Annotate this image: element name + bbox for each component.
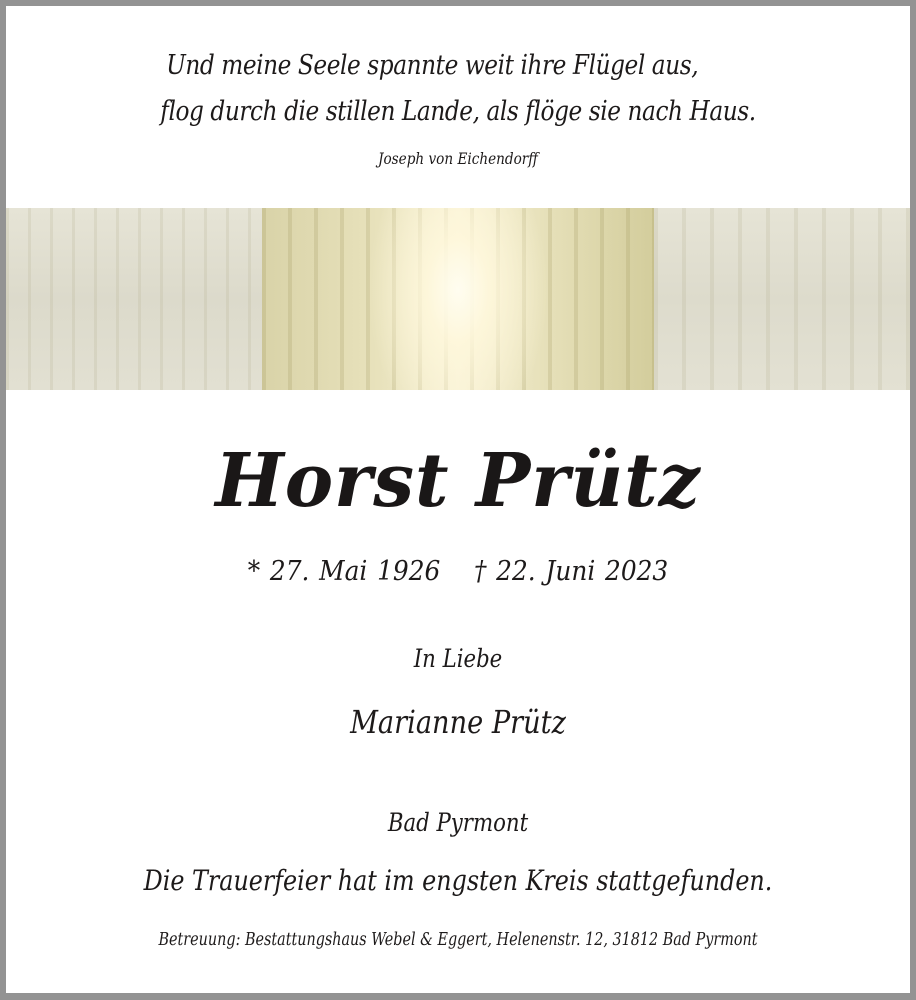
birth-date: 27. Mai 1926 — [269, 556, 441, 587]
place: Bad Pyrmont — [387, 808, 529, 837]
death-cross-icon: † — [473, 556, 487, 587]
mourners-intro: In Liebe — [413, 644, 503, 673]
ceremony-note: Die Trauerfeier hat im engsten Kreis stattgefunden. — [143, 864, 773, 897]
birth-star-icon: * — [247, 556, 261, 587]
quote-line-1: Und meine Seele spannte weit ihre Flügel aus, — [166, 50, 699, 81]
death-date: 22. Juni 2023 — [496, 556, 669, 587]
mourner-names: Marianne Prütz — [350, 703, 566, 741]
life-dates — [42, 556, 874, 587]
forest-banner-image — [6, 208, 910, 390]
obituary-card — [6, 6, 910, 993]
banner-center-panel — [262, 208, 654, 390]
banner-right-panel — [654, 208, 910, 390]
deceased-name: Horst Prütz — [215, 438, 701, 524]
undertaker-info: Betreuung: Bestattungshaus Webel & Eggert, Helenenstr. 12, 31812 Bad Pyrmont — [158, 930, 758, 950]
quote-author: Joseph von Eichendorff — [378, 149, 538, 168]
quote-line-2: flog durch die stillen Lande, als flöge sie nach Haus. — [160, 96, 756, 127]
banner-left-panel — [6, 208, 262, 390]
